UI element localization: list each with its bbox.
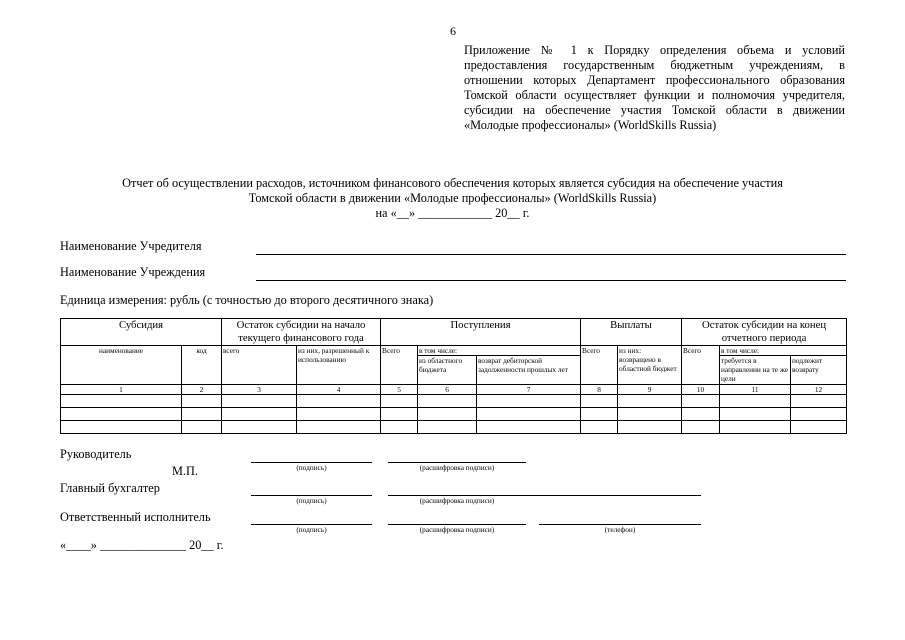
institution-field[interactable] (256, 280, 846, 281)
table-row (61, 421, 847, 434)
table-cell[interactable] (791, 408, 847, 421)
subheader-debt-return: возврат дебиторской задолженности прошлых лет (477, 356, 581, 385)
column-number: 7 (477, 385, 581, 395)
header-receipts: Поступления (381, 319, 581, 346)
head-signature-hint: (подпись) (296, 463, 327, 472)
report-title-line-2: Томской области в движении «Молодые профессионалы» (WorldSkills Russia) (248, 191, 657, 205)
subheader-permitted: из них, разрешенный к использованию (297, 346, 381, 385)
subheader-name: наименование (61, 346, 182, 385)
table-cell[interactable] (581, 395, 618, 408)
table-cell[interactable] (381, 408, 418, 421)
subheader-to-return: подлежит возврату (791, 356, 847, 385)
table-cell[interactable] (477, 421, 581, 434)
column-number: 1 (61, 385, 182, 395)
table-cell[interactable] (297, 395, 381, 408)
subheader-of-which (618, 346, 682, 385)
executor-decoding-hint: (расшифровка подписи) (419, 525, 495, 534)
executor-phone-hint: (телефон) (604, 525, 636, 534)
table-cell[interactable] (61, 421, 182, 434)
column-number: 11 (720, 385, 791, 395)
table-cell[interactable] (182, 408, 222, 421)
table-cell[interactable] (477, 395, 581, 408)
column-number: 3 (222, 385, 297, 395)
column-number: 8 (581, 385, 618, 395)
table-row (61, 395, 847, 408)
date-line: «____» ______________ 20__ г. (60, 538, 224, 552)
subheader-total-payments: Всего (581, 346, 618, 385)
table-cell[interactable] (618, 408, 682, 421)
subheader-incl-receipts: в том числе: (418, 346, 581, 356)
executor-signature-hint: (подпись) (296, 525, 327, 534)
table-cell[interactable] (297, 408, 381, 421)
head-decoding-hint: (расшифровка подписи) (419, 463, 495, 472)
table-cell[interactable] (720, 408, 791, 421)
table-cell[interactable] (618, 421, 682, 434)
report-title-date: на «__» ____________ 20__ г. (375, 206, 530, 220)
appendix-header: Приложение № 1 к Порядку определения объема и условий предоставления государственным бюджетным учреждениям, в отношении которых Департамент профессионального образования Томской области осуществляет функции и полномочия учредителя, субсидии на обеспечение участия Томской области в движении «Молодые профессионалы» (WorldSkills Russia) (464, 43, 845, 132)
executor-label: Ответственный исполнитель (60, 510, 211, 524)
table-cell[interactable] (418, 395, 477, 408)
of-which-label: из них: (619, 346, 642, 355)
table-cell[interactable] (682, 421, 720, 434)
table-cell[interactable] (222, 421, 297, 434)
header-payments: Выплаты (581, 319, 682, 346)
table-cell[interactable] (618, 395, 682, 408)
accountant-signature-hint: (подпись) (296, 496, 327, 505)
table-cell[interactable] (682, 395, 720, 408)
page-number: 6 (450, 24, 456, 38)
report-title-line-1: Отчет об осуществлении расходов, источником финансового обеспечения которых является субсидия на обеспечение участия (122, 176, 783, 190)
column-number: 2 (182, 385, 222, 395)
header-subsidy: Субсидия (61, 319, 222, 346)
report-table (60, 318, 847, 434)
column-number: 10 (682, 385, 720, 395)
column-numbers-row (61, 385, 847, 395)
subheader-total-end: Всего (682, 346, 720, 385)
founder-label: Наименование Учредителя (60, 239, 202, 253)
table-cell[interactable] (61, 408, 182, 421)
table-cell[interactable] (791, 395, 847, 408)
stamp-label: М.П. (172, 464, 198, 478)
table-cell[interactable] (720, 395, 791, 408)
institution-label: Наименование Учреждения (60, 265, 206, 279)
founder-field[interactable] (256, 254, 846, 255)
table-cell[interactable] (222, 395, 297, 408)
subheader-required: требуется в направлении на те же цели (720, 356, 791, 385)
subheader-total-receipts: Всего (381, 346, 418, 385)
column-number: 9 (618, 385, 682, 395)
column-number: 5 (381, 385, 418, 395)
table-cell[interactable] (381, 421, 418, 434)
head-label: Руководитель (60, 447, 132, 461)
table-cell[interactable] (61, 395, 182, 408)
table-cell[interactable] (297, 421, 381, 434)
accountant-decoding-hint: (расшифровка подписи) (419, 496, 495, 505)
table-cell[interactable] (477, 408, 581, 421)
table-cell[interactable] (418, 421, 477, 434)
table-cell[interactable] (222, 408, 297, 421)
table-cell[interactable] (418, 408, 477, 421)
returned-regional-label: возвращено в областной бюджет (619, 355, 677, 373)
table-cell[interactable] (381, 395, 418, 408)
table-cell[interactable] (791, 421, 847, 434)
header-balance-start: Остаток субсидии на начало текущего финансового года (222, 319, 381, 346)
table-cell[interactable] (581, 408, 618, 421)
subheader-from-regional: из областного бюджета (418, 356, 477, 385)
column-number: 12 (791, 385, 847, 395)
chief-accountant-label: Главный бухгалтер (60, 481, 160, 495)
header-balance-end: Остаток субсидии на конец отчетного периода (682, 319, 847, 346)
table-row (61, 408, 847, 421)
subheader-code: код (182, 346, 222, 385)
table-cell[interactable] (581, 421, 618, 434)
table-cell[interactable] (682, 408, 720, 421)
unit-label: Единица измерения: рубль (с точностью до второго десятичного знака) (60, 293, 434, 307)
subheader-incl-end: в том числе: (720, 346, 847, 356)
subheader-total-start: всего (222, 346, 297, 385)
column-number: 4 (297, 385, 381, 395)
table-cell[interactable] (182, 395, 222, 408)
report-title (60, 176, 845, 221)
column-number: 6 (418, 385, 477, 395)
table-cell[interactable] (720, 421, 791, 434)
table-cell[interactable] (182, 421, 222, 434)
